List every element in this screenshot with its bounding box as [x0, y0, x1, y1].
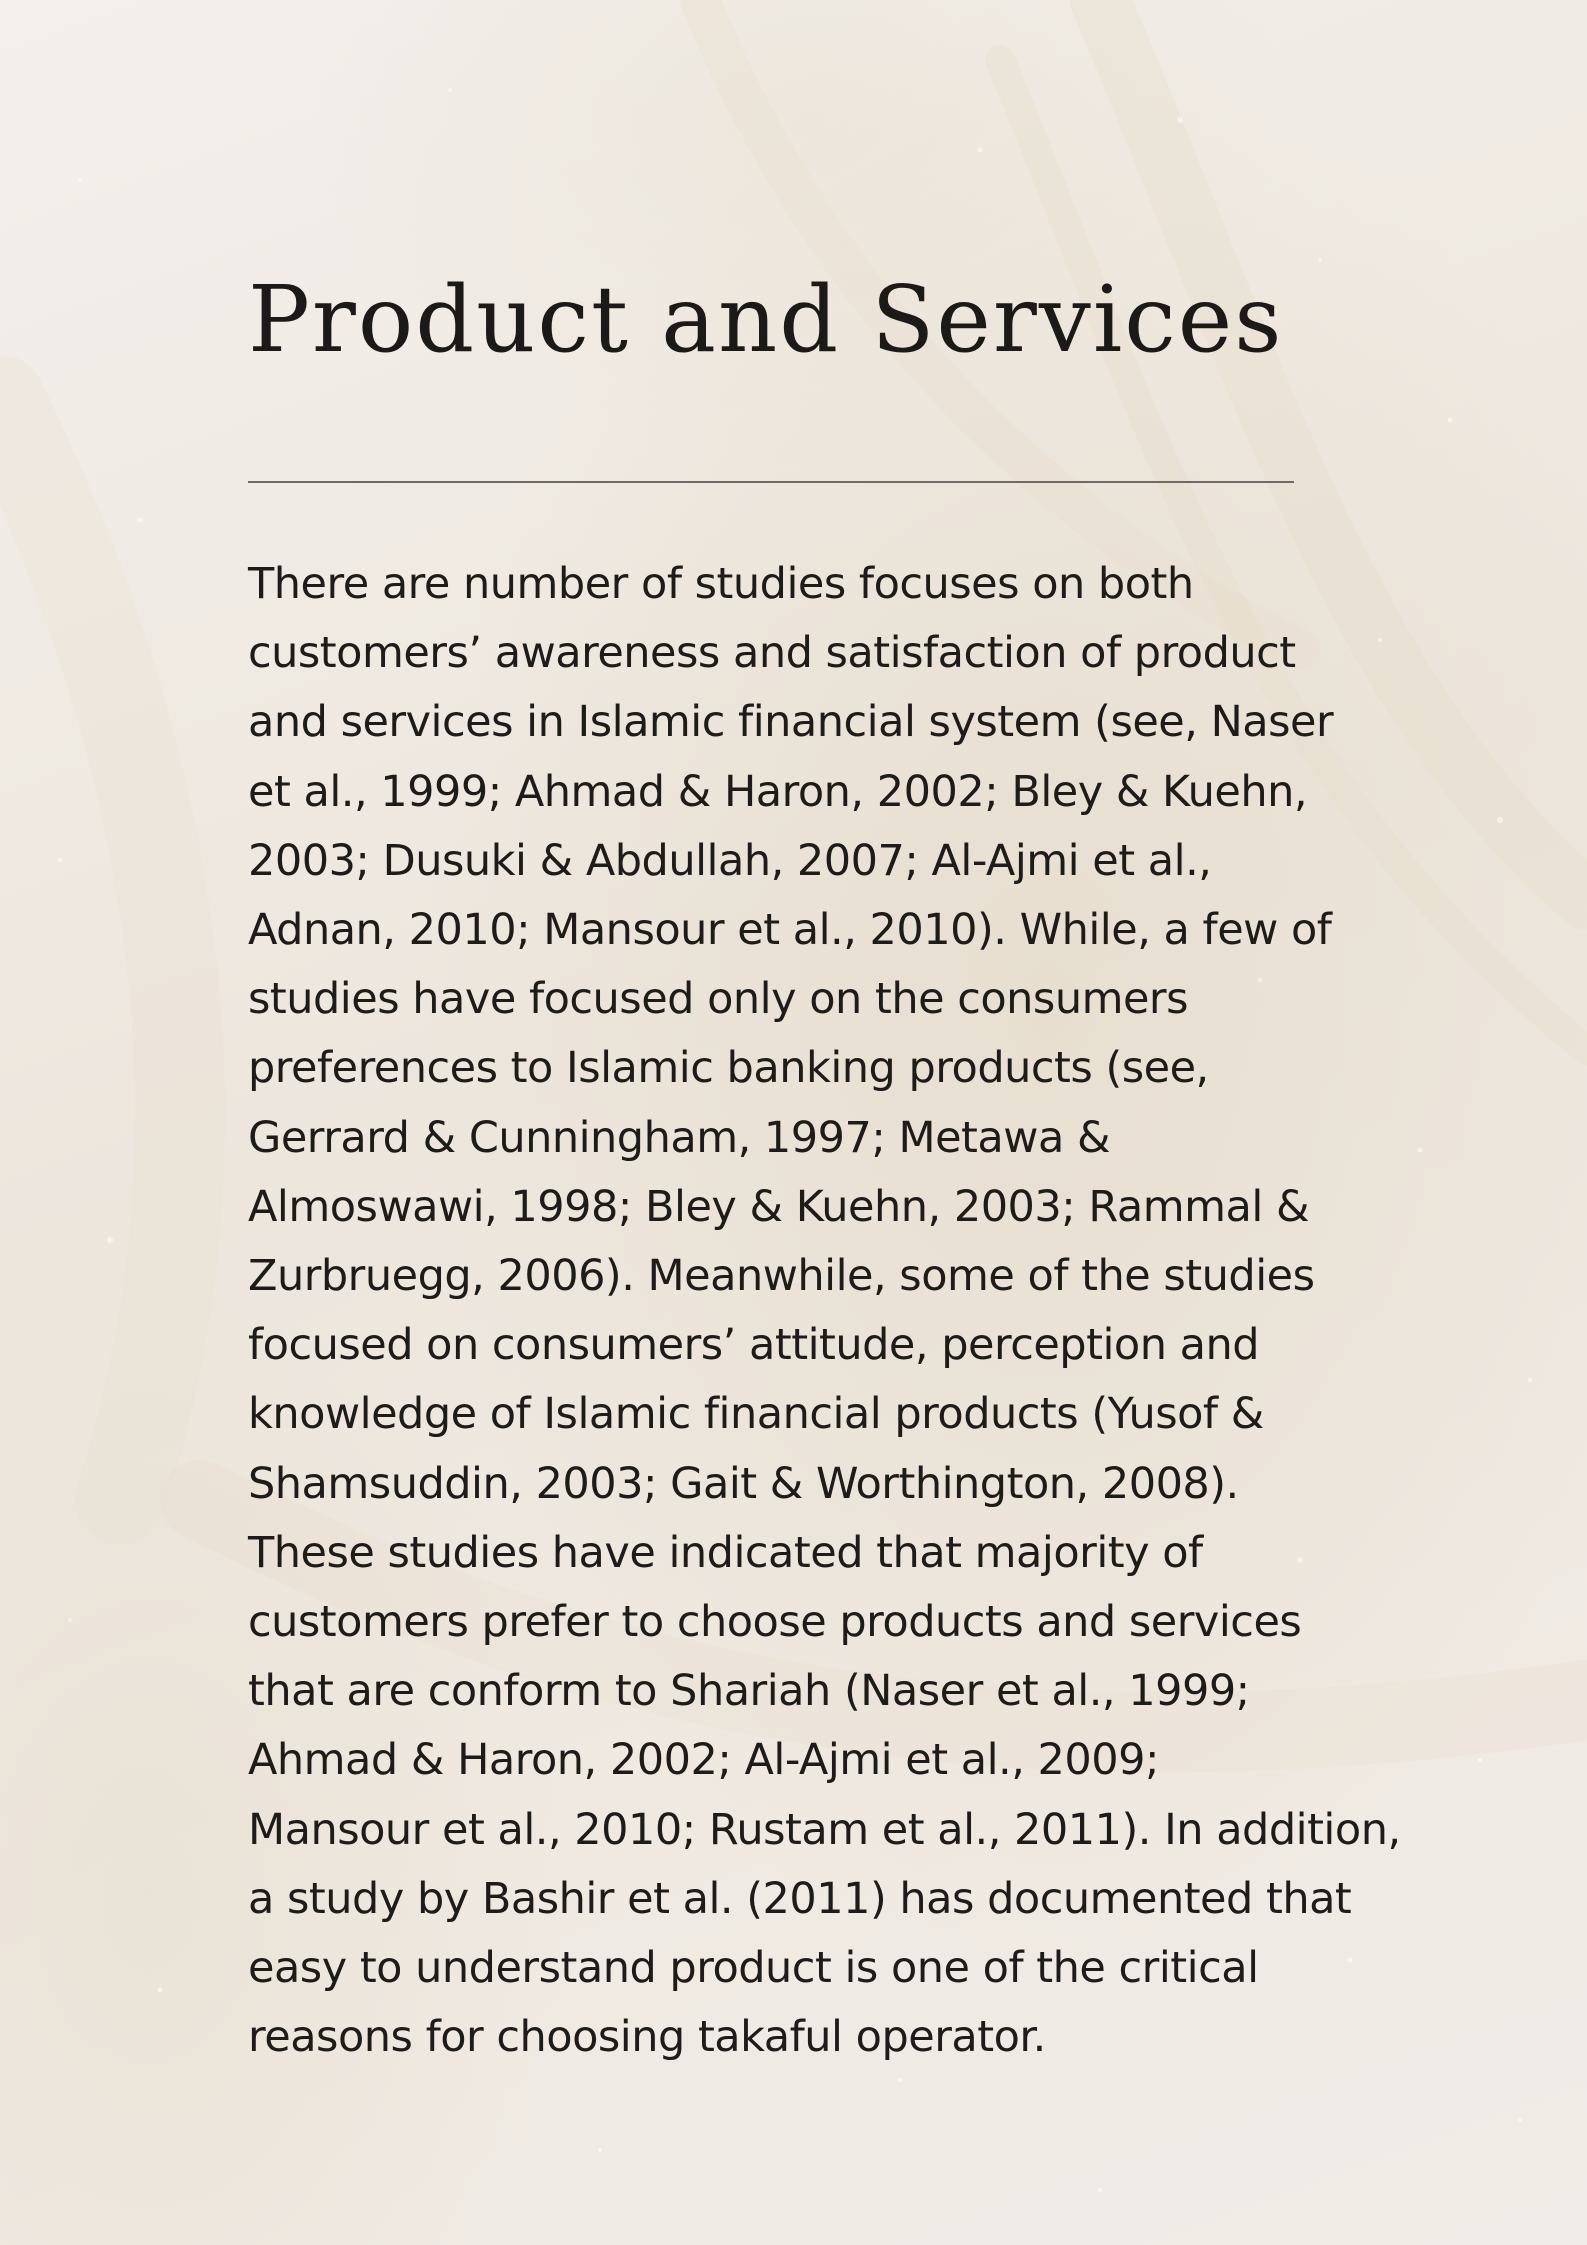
paragraph-line: Almoswawi, 1998; Bley & Kuehn, 2003; Rammal &	[248, 1181, 1309, 1232]
paragraph-line: preferences to Islamic banking products (see,	[248, 1043, 1209, 1094]
paragraph-line: easy to understand product is one of the critical	[248, 1943, 1259, 1994]
paragraph-line: knowledge of Islamic financial products (Yusof &	[248, 1389, 1264, 1440]
paragraph-line: Ahmad & Haron, 2002; Al-Ajmi et al., 2009;	[248, 1735, 1159, 1786]
paragraph-line: Gerrard & Cunningham, 1997; Metawa &	[248, 1112, 1110, 1163]
paragraph-line: studies have focused only on the consumers	[248, 974, 1188, 1025]
paragraph-line: customers’ awareness and satisfaction of product	[248, 628, 1296, 679]
paragraph-line: Mansour et al., 2010; Rustam et al., 2011). In addition,	[248, 1804, 1401, 1855]
paragraph-line: that are conform to Shariah (Naser et al., 1999;	[248, 1666, 1250, 1717]
paragraph-line: 2003; Dusuki & Abdullah, 2007; Al-Ajmi et al.,	[248, 835, 1212, 886]
paragraph-line: Shamsuddin, 2003; Gait & Worthington, 2008).	[248, 1458, 1239, 1509]
page-title: Product and Services	[248, 266, 1284, 373]
paragraph-line: These studies have indicated that majority of	[248, 1527, 1203, 1578]
body-paragraph	[248, 550, 1401, 2072]
paragraph-line: Zurbruegg, 2006). Meanwhile, some of the studies	[248, 1251, 1315, 1302]
paragraph-line: and services in Islamic financial system (see, Naser	[248, 697, 1334, 748]
paragraph-line: focused on consumers’ attitude, perception and	[248, 1320, 1260, 1371]
paragraph-line: Adnan, 2010; Mansour et al., 2010). While, a few of	[248, 905, 1332, 956]
paragraph-line: customers prefer to choose products and services	[248, 1597, 1302, 1648]
paragraph-line: There are number of studies focuses on both	[248, 559, 1194, 609]
paragraph-line: et al., 1999; Ahmad & Haron, 2002; Bley & Kuehn,	[248, 766, 1307, 817]
paragraph-line: reasons for choosing takaful operator.	[248, 2012, 1046, 2063]
paragraph-line: a study by Bashir et al. (2011) has documented that	[248, 1873, 1352, 1924]
title-divider	[248, 481, 1294, 483]
